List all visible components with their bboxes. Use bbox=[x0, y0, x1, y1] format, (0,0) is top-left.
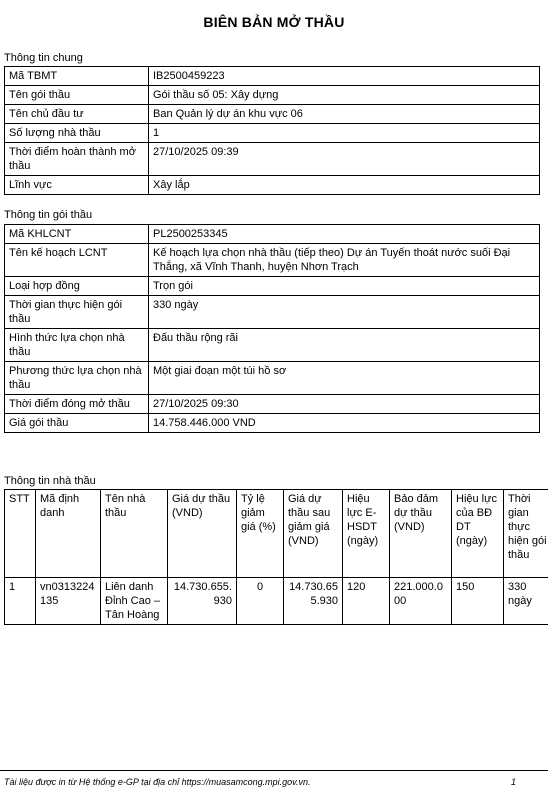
table-row bbox=[5, 578, 548, 625]
row-value: 27/10/2025 09:30 bbox=[149, 395, 540, 414]
row-value: Đấu thầu rộng rãi bbox=[149, 329, 540, 362]
row-value: 1 bbox=[149, 124, 540, 143]
table-row bbox=[5, 105, 540, 124]
row-label: Tên kế hoạch LCNT bbox=[5, 244, 149, 277]
row-label: Giá gói thầu bbox=[5, 414, 149, 433]
row-label: Hình thức lựa chọn nhà thầu bbox=[5, 329, 149, 362]
row-value: Một giai đoạn một túi hồ sơ bbox=[149, 362, 540, 395]
table-row bbox=[5, 143, 540, 176]
bidder-info-heading: Thông tin nhà thầu bbox=[4, 475, 96, 487]
footer-divider bbox=[0, 770, 548, 771]
row-label: Mã TBMT bbox=[5, 67, 149, 86]
document-title: BIÊN BẢN MỞ THẦU bbox=[203, 14, 345, 30]
row-value: IB2500459223 bbox=[149, 67, 540, 86]
row-value: Gói thầu số 05: Xây dựng bbox=[149, 86, 540, 105]
row-value: Ban Quản lý dự án khu vực 06 bbox=[149, 105, 540, 124]
row-label: Phương thức lựa chọn nhà thầu bbox=[5, 362, 149, 395]
cell-stt: 1 bbox=[5, 578, 36, 625]
column-header: Tên nhà thầu bbox=[101, 490, 168, 578]
cell-bidder-name: Liên danh Đỉnh Cao – Tân Hoàng bbox=[101, 578, 168, 625]
column-header: Hiệu lực của BĐ DT (ngày) bbox=[452, 490, 504, 578]
column-header: Mã định danh bbox=[36, 490, 101, 578]
page-number: 1 bbox=[510, 777, 516, 787]
column-header: Hiệu lực E-HSDT (ngày) bbox=[343, 490, 390, 578]
cell-bidder-id: vn0313224135 bbox=[36, 578, 101, 625]
row-label: Mã KHLCNT bbox=[5, 225, 149, 244]
table-row bbox=[5, 244, 540, 277]
table-row bbox=[5, 414, 540, 433]
general-info-heading: Thông tin chung bbox=[4, 52, 83, 64]
package-info-table bbox=[4, 224, 540, 433]
package-info-heading: Thông tin gói thầu bbox=[4, 209, 93, 221]
row-value: 330 ngày bbox=[149, 296, 540, 329]
column-header: Giá dự thầu (VND) bbox=[168, 490, 237, 578]
row-label: Loại hợp đồng bbox=[5, 277, 149, 296]
row-label: Tên chủ đầu tư bbox=[5, 105, 149, 124]
cell-bid-price: 14.730.655.930 bbox=[168, 578, 237, 625]
row-value: Kế hoạch lựa chọn nhà thầu (tiếp theo) Dự án Tuyến thoát nước suối Đại Thắng, xã Vĩnh Thanh, huyện Nhơn Trạch bbox=[149, 244, 540, 277]
row-label: Số lượng nhà thầu bbox=[5, 124, 149, 143]
cell-duration: 330 ngày bbox=[504, 578, 548, 625]
table-row bbox=[5, 277, 540, 296]
table-row bbox=[5, 296, 540, 329]
column-header: Tỷ lệ giảm giá (%) bbox=[237, 490, 284, 578]
row-label: Thời điểm hoàn thành mở thầu bbox=[5, 143, 149, 176]
cell-price-after-discount: 14.730.655.930 bbox=[284, 578, 343, 625]
cell-bid-security: 221.000.000 bbox=[390, 578, 452, 625]
cell-ehsdt-validity: 120 bbox=[343, 578, 390, 625]
footer bbox=[4, 777, 540, 787]
bidder-table bbox=[4, 489, 548, 625]
table-row bbox=[5, 124, 540, 143]
general-info-table bbox=[4, 66, 540, 195]
row-value: PL2500253345 bbox=[149, 225, 540, 244]
row-value: Trọn gói bbox=[149, 277, 540, 296]
row-label: Thời gian thực hiện gói thầu bbox=[5, 296, 149, 329]
row-label: Lĩnh vực bbox=[5, 176, 149, 195]
cell-discount: 0 bbox=[237, 578, 284, 625]
row-label: Thời điểm đóng mở thầu bbox=[5, 395, 149, 414]
row-value: 14.758.446.000 VND bbox=[149, 414, 540, 433]
cell-security-validity: 150 bbox=[452, 578, 504, 625]
column-header: STT bbox=[5, 490, 36, 578]
footer-text: Tài liệu được in từ Hệ thống e-GP tại địa chỉ https://muasamcong.mpi.gov.vn. bbox=[4, 777, 311, 787]
column-header: Thời gian thực hiện gói thầu bbox=[504, 490, 548, 578]
table-row bbox=[5, 86, 540, 105]
row-label: Tên gói thầu bbox=[5, 86, 149, 105]
table-row bbox=[5, 329, 540, 362]
table-row bbox=[5, 176, 540, 195]
table-header-row bbox=[5, 490, 548, 578]
table-row bbox=[5, 225, 540, 244]
column-header: Bảo đảm dự thầu (VND) bbox=[390, 490, 452, 578]
row-value: Xây lắp bbox=[149, 176, 540, 195]
row-value: 27/10/2025 09:39 bbox=[149, 143, 540, 176]
column-header: Giá dự thầu sau giảm giá (VND) bbox=[284, 490, 343, 578]
table-row bbox=[5, 362, 540, 395]
table-row bbox=[5, 67, 540, 86]
table-row bbox=[5, 395, 540, 414]
